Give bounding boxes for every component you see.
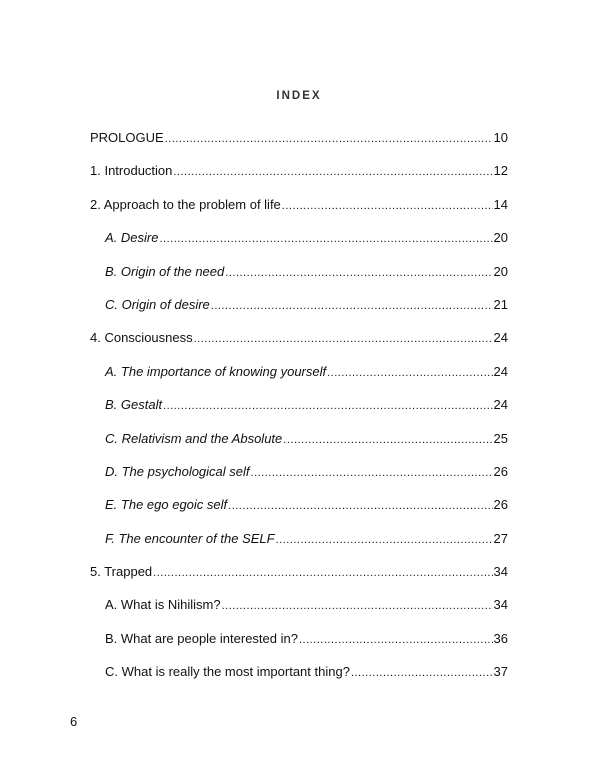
toc-entry[interactable] bbox=[90, 397, 508, 430]
toc-entry[interactable] bbox=[90, 664, 508, 697]
toc-entry[interactable] bbox=[90, 230, 508, 263]
toc-entry[interactable] bbox=[90, 297, 508, 330]
dot-leader bbox=[165, 131, 493, 147]
dot-leader bbox=[299, 632, 493, 648]
dot-leader bbox=[351, 665, 493, 681]
toc-entry-label: C. Relativism and the Absolute bbox=[105, 430, 283, 446]
toc-entry-page: 20 bbox=[493, 230, 508, 246]
toc-entry-label: 5. Trapped bbox=[90, 564, 153, 580]
dot-leader bbox=[153, 565, 492, 581]
dot-leader bbox=[163, 398, 492, 414]
toc-entry-page: 14 bbox=[493, 196, 508, 212]
toc-entry[interactable] bbox=[90, 597, 508, 630]
toc-entry-label: B. Gestalt bbox=[105, 397, 163, 413]
toc-entry[interactable] bbox=[90, 197, 508, 230]
dot-leader bbox=[222, 598, 493, 614]
toc-entry[interactable] bbox=[90, 130, 508, 163]
dot-leader bbox=[251, 465, 493, 481]
dot-leader bbox=[228, 498, 492, 514]
page-title: INDEX bbox=[276, 90, 322, 102]
toc-entry-label: A. The importance of knowing yourself bbox=[105, 363, 327, 379]
toc-entry-page: 36 bbox=[493, 630, 508, 646]
dot-leader bbox=[225, 265, 492, 281]
dot-leader bbox=[276, 532, 493, 548]
toc-entry-label: B. What are people interested in? bbox=[105, 630, 298, 646]
toc-entry-page: 27 bbox=[493, 530, 508, 546]
dot-leader bbox=[283, 432, 492, 448]
table-of-contents bbox=[90, 130, 508, 698]
toc-entry-label: B. Origin of the need bbox=[105, 263, 225, 279]
toc-entry[interactable] bbox=[90, 364, 508, 397]
toc-entry-page: 25 bbox=[493, 430, 508, 446]
toc-entry[interactable] bbox=[90, 497, 508, 530]
toc-entry-label: 1. Introduction bbox=[90, 163, 173, 179]
toc-entry-page: 34 bbox=[493, 597, 508, 613]
toc-entry[interactable] bbox=[90, 431, 508, 464]
toc-entry-label: A. What is Nihilism? bbox=[105, 597, 221, 613]
toc-entry-page: 21 bbox=[493, 296, 508, 312]
toc-entry-page: 26 bbox=[493, 463, 508, 479]
dot-leader bbox=[194, 331, 493, 347]
dot-leader bbox=[282, 198, 493, 214]
toc-entry-page: 24 bbox=[493, 330, 508, 346]
toc-entry[interactable] bbox=[90, 163, 508, 196]
toc-entry-page: 24 bbox=[493, 363, 508, 379]
toc-entry-label: C. Origin of desire bbox=[105, 296, 210, 312]
dot-leader bbox=[211, 298, 493, 314]
toc-entry-page: 10 bbox=[493, 130, 508, 145]
toc-entry-page: 26 bbox=[493, 497, 508, 513]
dot-leader bbox=[327, 365, 492, 381]
toc-entry[interactable] bbox=[90, 531, 508, 564]
toc-entry-label: A. Desire bbox=[105, 230, 159, 246]
toc-entry[interactable] bbox=[90, 564, 508, 597]
toc-entry-page: 37 bbox=[493, 664, 508, 680]
dot-leader bbox=[173, 164, 492, 180]
page-number: 6 bbox=[70, 714, 78, 729]
toc-entry-label: F. The encounter of the SELF bbox=[105, 530, 275, 546]
toc-entry-page: 12 bbox=[493, 163, 508, 179]
toc-entry[interactable] bbox=[90, 330, 508, 363]
toc-entry[interactable] bbox=[90, 464, 508, 497]
dot-leader bbox=[159, 231, 492, 247]
toc-entry-label: 4. Consciousness bbox=[90, 330, 193, 346]
toc-entry[interactable] bbox=[90, 264, 508, 297]
toc-entry-page: 34 bbox=[493, 564, 508, 580]
toc-entry-label: C. What is really the most important thing? bbox=[105, 664, 350, 680]
toc-entry[interactable] bbox=[90, 631, 508, 664]
toc-entry-page: 20 bbox=[493, 263, 508, 279]
toc-entry-label: D. The psychological self bbox=[105, 463, 250, 479]
toc-entry-label: PROLOGUE bbox=[90, 130, 164, 145]
toc-entry-label: E. The ego egoic self bbox=[105, 497, 228, 513]
toc-entry-label: 2. Approach to the problem of life bbox=[90, 196, 281, 212]
toc-entry-page: 24 bbox=[493, 397, 508, 413]
